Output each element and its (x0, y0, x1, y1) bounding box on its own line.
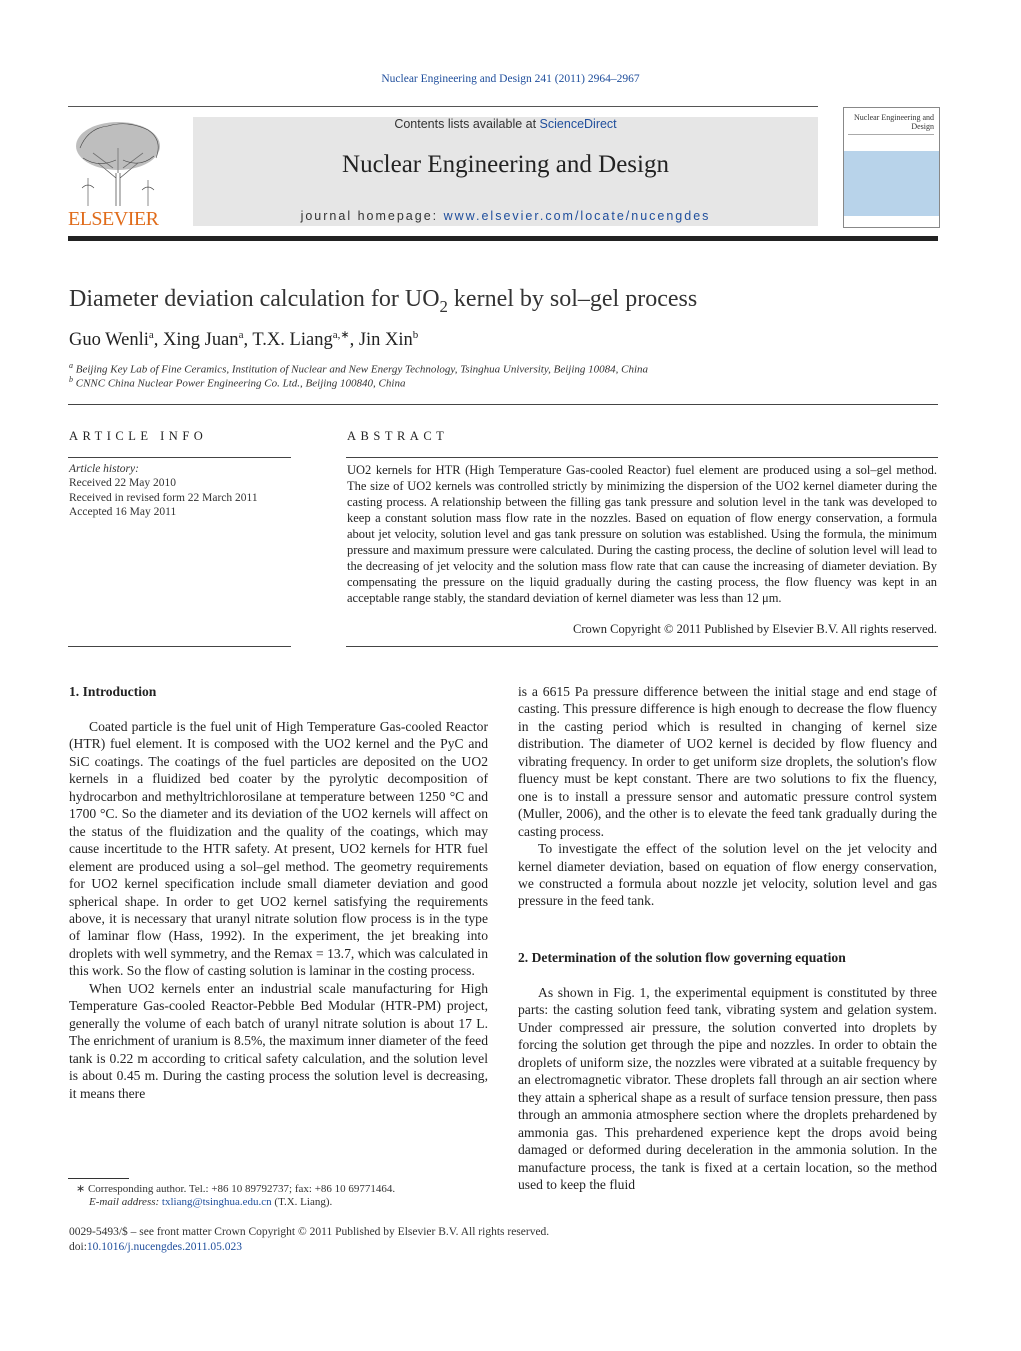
revised-date: Received in revised form 22 March 2011 (69, 492, 258, 504)
author[interactable]: T.X. Liang (252, 330, 333, 351)
email-note: E-mail address: txliang@tsinghua.edu.cn (T.X. Liang). (89, 1196, 333, 1208)
doi-link[interactable]: 10.1016/j.nucengdes.2011.05.023 (86, 1241, 243, 1253)
paragraph: When UO2 kernels enter an industrial scale manufacturing for High Temperature Gas-cooled Reactor-Pebble Bed Modular (HTR-PM) project, generally the volume of each batch of uranyl nitrate solution is about 17 L. The enrichment of uranium is 8.5%, the maximum inner diameter of the feed tank is 0.22 m according to critical safety calculation, and the solution level is about 0.45 m. During the casting process the solution level is decreasing, it means there (69, 980, 489, 1101)
article-info-heading: ARTICLE INFO (69, 429, 208, 443)
journal-homepage: journal homepage: www.elsevier.com/locate/nucengdes (300, 209, 711, 223)
author-list: Guo Wenli$^a$, Xing Juan$^a$, T.X. Liang$^{a,∗}$, Jin Xin$^b$ (69, 329, 419, 351)
journal-title: Nuclear Engineering and Design (342, 151, 669, 178)
article-title: Diameter deviation calculation for $UO_2$ kernel by sol–gel process (69, 286, 698, 316)
footnote-rule (68, 1178, 129, 1179)
section-divider (68, 404, 938, 405)
sciencedirect-link[interactable]: ScienceDirect (539, 117, 617, 131)
paragraph: To investigate the effect of the solution level on the jet velocity and kernel diameter deviation, based on equation of flow energy conservation, we constructed a formula about nozzle jet velocity, solution level and gas pressure in the feed tank. (518, 841, 937, 909)
author[interactable]: Guo Wenli (69, 330, 149, 351)
author[interactable]: Jin Xin (358, 330, 413, 351)
abstract-heading: ABSTRACT (347, 429, 449, 443)
contents-line: Contents lists available at ScienceDirect (394, 117, 617, 131)
article-info-bottom-rule (68, 646, 291, 647)
abstract-divider (346, 457, 938, 458)
homepage-link[interactable]: www.elsevier.com/locate/nucengdes (443, 209, 711, 223)
left-column (69, 718, 488, 1102)
header-divider (68, 106, 818, 107)
paragraph: Coated particle is the fuel unit of High Temperature Gas-cooled Reactor (HTR) fuel element. It is composed with the UO2 kernel and the PyC and SiC coatings. The coatings of the fuel particles are deposited on the UO2 kernels in a fluidized bed coater by the pyrolytic decomposition of hydrocarbon and methyltrichlorosilane at temperature between 1250 °C and 1700 °C. So the diameter and its deviation of the UO2 kernels will affect on the status of the fluidization and the quality of the coatings, which may cause incertitude to the HTR safety. At present, UO2 kernels for HTR fuel element are produced using a sol–gel method. The geometry requirements for UO2 kernel specification include small diameter deviation and good spherical shape. In order to get UO2 kernel satisfying the requirements above, it is necessary that uranyl nitrate solution flow process is in the type of laminar flow (Hass, 1992). In the experiment, the jet breaking into droplets with well symmetry, and the Remax = 13.7, which was calculated in this work. So the flow of casting solution is laminar in the costing process. (69, 719, 488, 979)
article-info-divider (68, 457, 291, 458)
doi-line: doi:10.1016/j.nucengdes.2011.05.023 (69, 1241, 243, 1253)
right-column-top (518, 683, 937, 910)
cover-title: Nuclear Engineering and Design (854, 113, 934, 131)
abstract-text: UO2 kernels for HTR (High Temperature Gas-cooled Reactor) fuel element are produced using a sol–gel method. The size of UO2 kernels was controlled strictly by minimizing the dispersion of the UO2 kernel diameter during the casting process. A relationship between the filling gas tank pressure and solution level in the tank was developed to keep a constant solution mass flow rate in the nozzles. Based on equation of flow energy conservation, a formula about jet velocity, solution level and gas tank pressure on solution was established. Using the formula, the minimum pressure and maximum pressure were calculated. During the casting process, the decline of solution level will lead to the decreasing of jet velocity and the solution mass flow rate that can cause the increasing of diameter deviation. By compensating the pressure on the liquid gradually during the casting process, the flow fluency was kept in an acceptable range stably, the standard deviation of kernel diameter was less than 12 μm. (347, 463, 937, 605)
journal-reference[interactable]: Nuclear Engineering and Design 241 (2011) 2964–2967 (381, 73, 640, 85)
received-date: Received 22 May 2010 (69, 477, 176, 489)
elsevier-wordmark: ELSEVIER (68, 208, 159, 230)
section-heading-governing-equation: 2. Determination of the solution flow governing equation (518, 950, 846, 965)
corresponding-author-note: ∗ Corresponding author. Tel.: +86 10 89792737; fax: +86 10 69771464. (76, 1183, 396, 1195)
history-label: Article history: (69, 463, 139, 475)
affiliation: $^b$ CNNC China Nuclear Power Engineering Co. Ltd., Beijing 100840, China (69, 375, 406, 390)
paragraph: As shown in Fig. 1, the experimental equipment is constituted by three parts: the casting solution feed tank, vibrating system and gelation system. Under compressed air pressure, the solution converted into droplets by forcing the solution get through the pipe and nozzles. In order to obtain the droplets of uniform size, the nozzles were vibrated at a suitable frequency by an electromagnetic vibrator. These droplets fall through an air section where they attain a spherical shape as a result of surface tension pressure, then pass through an ammonia atmosphere section where the droplets prehardened by ammonia gas. This prehardened experience kept the drops avoid being damaged or deformed during deceleration in the ammonia solution. In the manufacture process, the tank is fixed at a certain location, so the method used to keep the fluid (518, 985, 937, 1192)
author[interactable]: Xing Juan (163, 330, 239, 351)
email-link[interactable]: txliang@tsinghua.edu.cn (161, 1196, 272, 1208)
affiliation: $^a$ Beijing Key Lab of Fine Ceramics, Institution of Nuclear and New Energy Technology, Tsinghua University, Beijing 10084, China (69, 361, 649, 376)
issn-line: 0029-5493/$ – see front matter Crown Copyright © 2011 Published by Elsevier B.V. All rights reserved. (69, 1226, 550, 1238)
paragraph: is a 6615 Pa pressure difference between the initial stage and end stage of casting. This pressure difference is high enough to decrease the flow fluency in the casting period which is resulted in changing of kernel size distribution. The diameter of UO2 kernel is decided by flow fluency and vibrating frequency. In order to get uniform size droplets, the solution's flow fluency must be kept constant. There are two solutions to fix the fluency, one is to install a pressure sensor and automatic pressure control system (Muller, 2006), and the other is to elevate the feed tank gradually during the casting process. (518, 684, 937, 839)
abstract-bottom-rule (346, 646, 938, 647)
cover-divider (848, 134, 934, 137)
abstract-copyright: Crown Copyright © 2011 Published by Elsevier B.V. All rights reserved. (573, 622, 937, 636)
journal-cover-thumbnail[interactable] (843, 107, 940, 228)
accepted-date: Accepted 16 May 2011 (69, 506, 177, 518)
section-heading-introduction: 1. Introduction (69, 684, 157, 699)
cover-color-band (844, 151, 939, 216)
header-thick-rule (68, 236, 938, 241)
right-column-bottom (518, 984, 937, 1193)
